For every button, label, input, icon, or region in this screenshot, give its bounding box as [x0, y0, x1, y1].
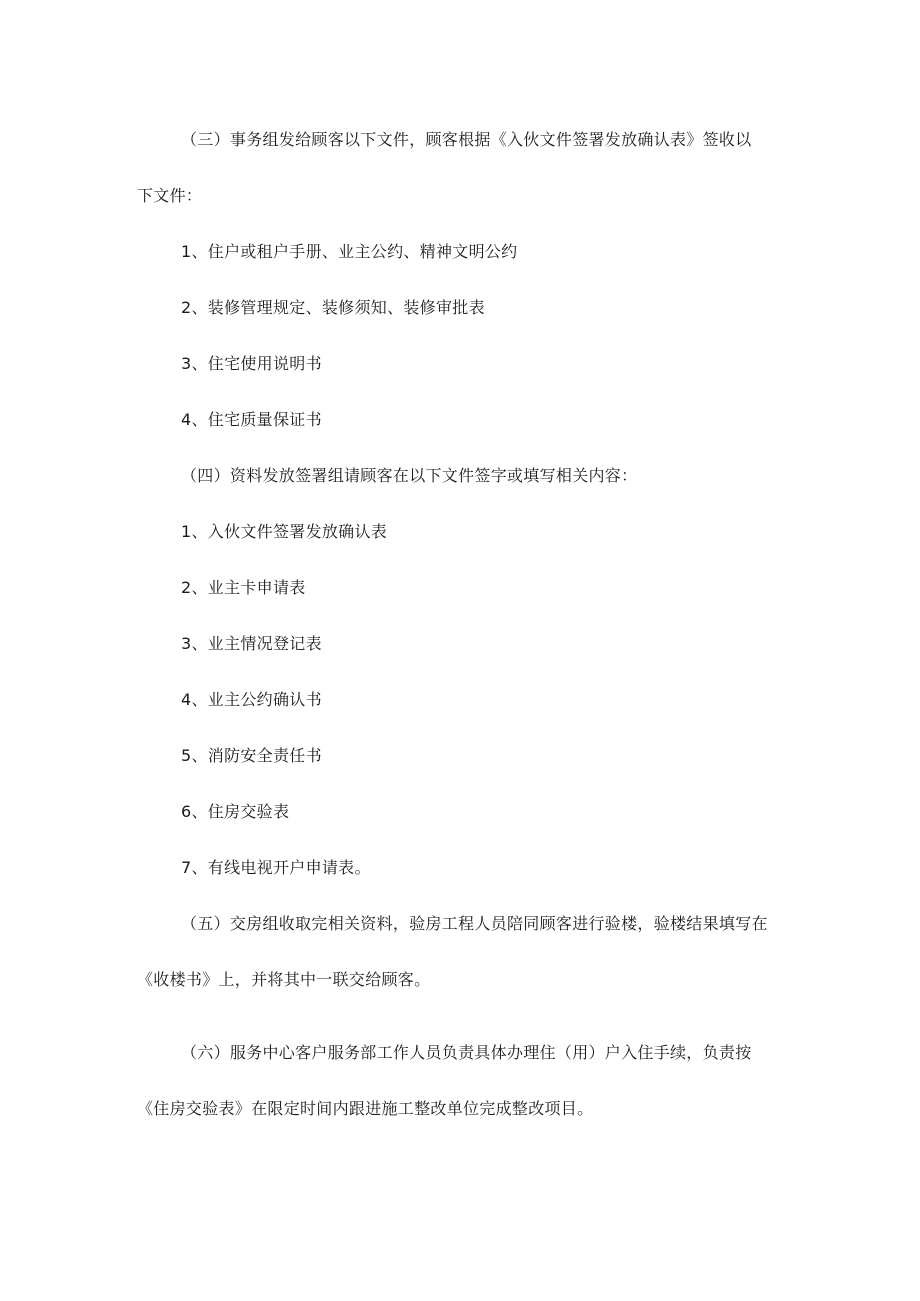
section-3-list-item-2: 2、装修管理规定、装修须知、装修审批表 [181, 298, 485, 317]
section-3-paragraph-line-1: （三）事务组发给顾客以下文件，顾客根据《入伙文件签署发放确认表》签收以 [181, 130, 752, 149]
section-5-paragraph-line-1: （五）交房组收取完相关资料，验房工程人员陪同顾客进行验楼，验楼结果填写在 [181, 914, 768, 933]
section-4-list-item-7: 7、有线电视开户申请表。 [181, 858, 371, 877]
section-3-list-item-3: 3、住宅使用说明书 [181, 354, 322, 373]
section-4-list-item-6: 6、住房交验表 [181, 802, 290, 821]
section-4-list-item-3: 3、业主情况登记表 [181, 634, 322, 653]
section-3-list-item-4: 4、住宅质量保证书 [181, 410, 322, 429]
section-4-list-item-4: 4、业主公约确认书 [181, 690, 322, 709]
section-3-paragraph-line-2: 下文件： [137, 186, 203, 205]
section-6-paragraph-line-1: （六）服务中心客户服务部工作人员负责具体办理住（用）户入住手续，负责按 [181, 1043, 752, 1062]
section-5-paragraph-line-2: 《收楼书》上，并将其中一联交给顾客。 [137, 970, 431, 989]
section-4-list-item-2: 2、业主卡申请表 [181, 578, 306, 597]
section-3-list-item-1: 1、住户或租户手册、业主公约、精神文明公约 [181, 242, 518, 261]
section-4-heading: （四）资料发放签署组请顾客在以下文件签字或填写相关内容： [181, 466, 638, 485]
section-6-paragraph-line-2: 《住房交验表》在限定时间内跟进施工整改单位完成整改项目。 [137, 1099, 594, 1118]
section-4-list-item-5: 5、消防安全责任书 [181, 746, 322, 765]
section-4-list-item-1: 1、入伙文件签署发放确认表 [181, 522, 388, 541]
